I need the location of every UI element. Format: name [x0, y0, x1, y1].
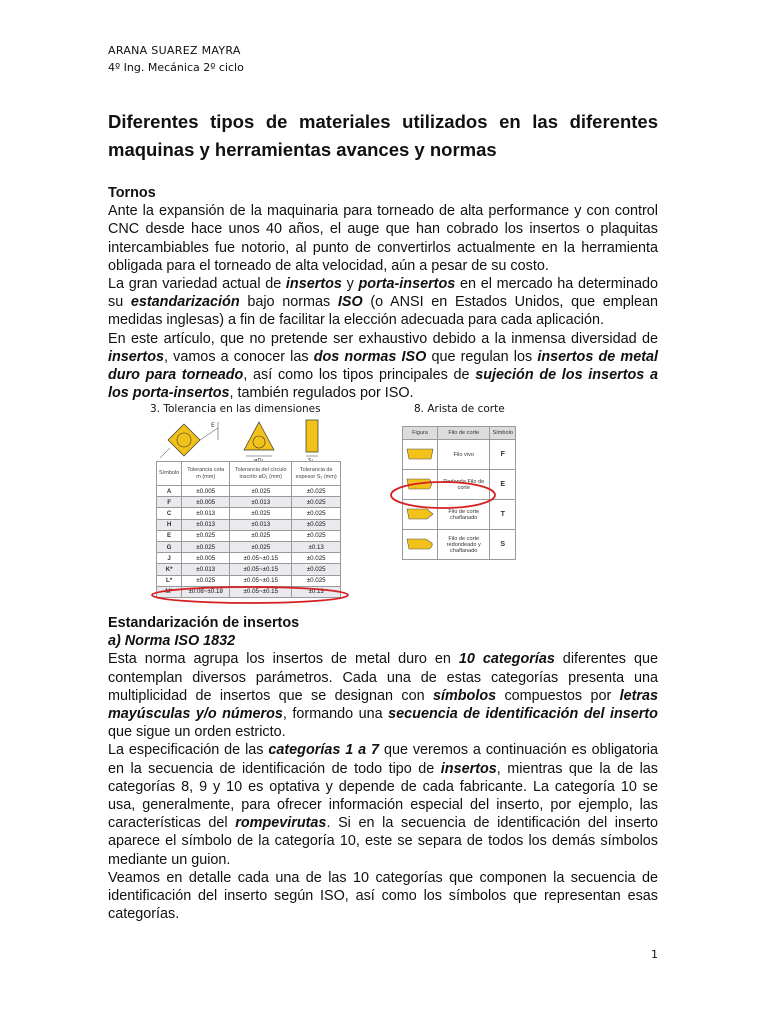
symbol-cell: E — [157, 530, 182, 541]
symbol-cell: M* — [157, 586, 182, 597]
table-cell: ±0.013 — [230, 519, 292, 530]
symbol-cell: G — [157, 541, 182, 552]
insert-edge-icon — [403, 440, 438, 470]
table-row — [157, 541, 341, 552]
table-cell: ±0.013 — [182, 519, 230, 530]
table-cell: ±0.025 — [182, 541, 230, 552]
symbol-cell: K* — [157, 564, 182, 575]
edge-type-label: Filo de corte chaflanado — [438, 500, 490, 530]
symbol-cell: H — [157, 519, 182, 530]
dimension-label-d: øD₁ — [254, 458, 264, 462]
paragraph: La gran variedad actual de insertos y porta-insertos en el mercado ha determinado su estandarización bajo normas ISO (o ANSI en Estados Unidos, que emplean medidas inglesas) a fin de facilitar la elección adecuada para cada aplicación. — [108, 276, 658, 329]
symbol-cell: C — [157, 508, 182, 519]
table-cell: ±0.025 — [292, 519, 341, 530]
column-header: Símbolo — [157, 462, 182, 486]
insert-shapes-diagram — [156, 418, 346, 462]
insert-edge-icon — [403, 530, 438, 560]
table-row — [157, 508, 341, 519]
triangular-insert-icon — [244, 422, 274, 456]
table-cell: ±0.13 — [292, 586, 341, 597]
table-cell: ±0.025 — [230, 530, 292, 541]
table-cell: ±0.025 — [292, 508, 341, 519]
table-cell: ±0.025 — [292, 575, 341, 586]
table-cell: ±0.05~±0.15 — [230, 564, 292, 575]
paragraph: En este artículo, que no pretende ser exhaustivo debido a la inmensa diversidad de insertos, vamos a conocer las dos normas ISO que regulan los insertos de metal duro para torneado, así como los tipos principales de sujeción de los insertos a los porta-insertos, también regulados por ISO. — [108, 330, 658, 402]
symbol-cell: J — [157, 553, 182, 564]
table-row — [157, 530, 341, 541]
figure-title: 8. Arista de corte — [414, 403, 505, 415]
table-cell: ±0.05~±0.15 — [230, 575, 292, 586]
symbol-cell: S — [490, 530, 516, 560]
symbol-cell: A — [157, 486, 182, 497]
table-cell: ±0.005 — [182, 553, 230, 564]
table-cell: ±0.05~±0.15 — [230, 586, 292, 597]
edge-type-label: Filo vivo — [438, 440, 490, 470]
page-number: 1 — [651, 948, 658, 961]
highlight-ellipse-m-row — [150, 584, 350, 606]
table-cell: ±0.005 — [182, 486, 230, 497]
dimension-label-e: E — [211, 422, 215, 429]
insert-thickness-icon — [306, 420, 318, 456]
column-header: Filo de corte — [438, 427, 490, 440]
table-cell: ±0.025 — [230, 541, 292, 552]
course-info: 4º Ing. Mecánica 2º ciclo — [108, 61, 244, 74]
column-header: Figura — [403, 427, 438, 440]
table-cell: ±0.025 — [230, 486, 292, 497]
symbol-cell: T — [490, 500, 516, 530]
table-cell: ±0.05~±0.15 — [230, 553, 292, 564]
column-header: Símbolo — [490, 427, 516, 440]
paragraph: Ante la expansión de la maquinaria para torneado de alta performance y con control CNC desde hace unos 40 años, el auge que han cobrado los insertos o plaquitas intercambiables fue notorio, al punto de convertirlos actualmente en la herramienta obligada para el torneado de alta velocidad, aún a pesar de su costo. — [108, 203, 658, 274]
symbol-cell: F — [157, 497, 182, 508]
table-cell: ±0.013 — [230, 497, 292, 508]
table-cell: ±0.025 — [292, 497, 341, 508]
table-cell: ±0.025 — [230, 508, 292, 519]
document-title: Diferentes tipos de materiales utilizados en las diferentes maquinas y herramientas avances y normas — [108, 111, 658, 160]
section-heading: Tornos — [108, 185, 156, 201]
page-header — [108, 42, 244, 76]
table-row — [403, 530, 516, 560]
table-cell: ±0.013 — [182, 508, 230, 519]
paragraph: La especificación de las categorías 1 a 7 que veremos a continuación es obligatoria en la secuencia de identificación de todo tipo de insertos, mientras que la de las categorías 8, 9 y 10 es optativa y depende de cada fabricante. La categoría 10 se usa, generalmente, para ofrecer información especial del inserto, por ejemplo, las características del rompevirutas. Si en la secuencia de identificación del inserto aparece el símbolo de la categoría 10, este se separa de todos los demás símbolos mediante un guion. — [108, 742, 659, 868]
column-header: Tolerancia del círculo inscrito øD₁ (mm) — [230, 462, 292, 486]
table-cell: ±0.025 — [182, 530, 230, 541]
column-header: Tolerancia cota m (mm) — [182, 462, 230, 486]
figures-block — [150, 402, 620, 608]
dimension-label-s: S₁ — [308, 458, 314, 462]
table-cell: ±0.13 — [292, 541, 341, 552]
edge-type-label: Redonda Filo de corte — [438, 470, 490, 500]
highlight-ellipse-e-row — [388, 478, 498, 512]
rhombic-insert-icon — [160, 422, 218, 458]
tolerance-table — [156, 461, 341, 598]
table-row — [157, 564, 341, 575]
section-estandarizacion — [108, 614, 658, 923]
column-header: Tolerancia de espesor S₁ (mm) — [292, 462, 341, 486]
table-cell: ±0.013 — [182, 564, 230, 575]
symbol-cell: F — [490, 440, 516, 470]
symbol-cell: E — [490, 470, 516, 500]
table-row — [157, 553, 341, 564]
table-row — [157, 519, 341, 530]
table-cell: ±0.08~±0.18 — [182, 586, 230, 597]
table-cell: ±0.005 — [182, 497, 230, 508]
table-cell: ±0.025 — [292, 564, 341, 575]
section-tornos — [108, 184, 658, 402]
table-cell: ±0.025 — [292, 486, 341, 497]
paragraph: Veamos en detalle cada una de las 10 categorías que componen la secuencia de identificación del inserto según ISO, así como los símbolos que representan esas categorías. — [108, 869, 658, 923]
figure-title: 3. Tolerancia en las dimensiones — [150, 403, 321, 415]
table-cell: ±0.025 — [292, 530, 341, 541]
paragraph: Esta norma agrupa los insertos de metal duro en 10 categorías diferentes que contemplan diversos parámetros. Cada una de estas categorías presenta una multiplicidad de insertos que se designan con símbolos compuestos por letras mayúsculas y/o números, formando una secuencia de identificación del inserto que sigue un orden estricto. — [108, 651, 659, 741]
table-cell: ±0.025 — [182, 575, 230, 586]
section-heading: Estandarización de insertos — [108, 615, 300, 631]
table-row — [403, 440, 516, 470]
table-row — [157, 486, 341, 497]
subsection-heading: a) Norma ISO 1832 — [108, 633, 236, 650]
table-row — [157, 497, 341, 508]
table-cell: ±0.025 — [292, 553, 341, 564]
author-name: ARANA SUAREZ MAYRA — [108, 44, 241, 57]
edge-type-label: Filo de corte redondeado y chaflanado — [438, 530, 490, 560]
symbol-cell: L* — [157, 575, 182, 586]
